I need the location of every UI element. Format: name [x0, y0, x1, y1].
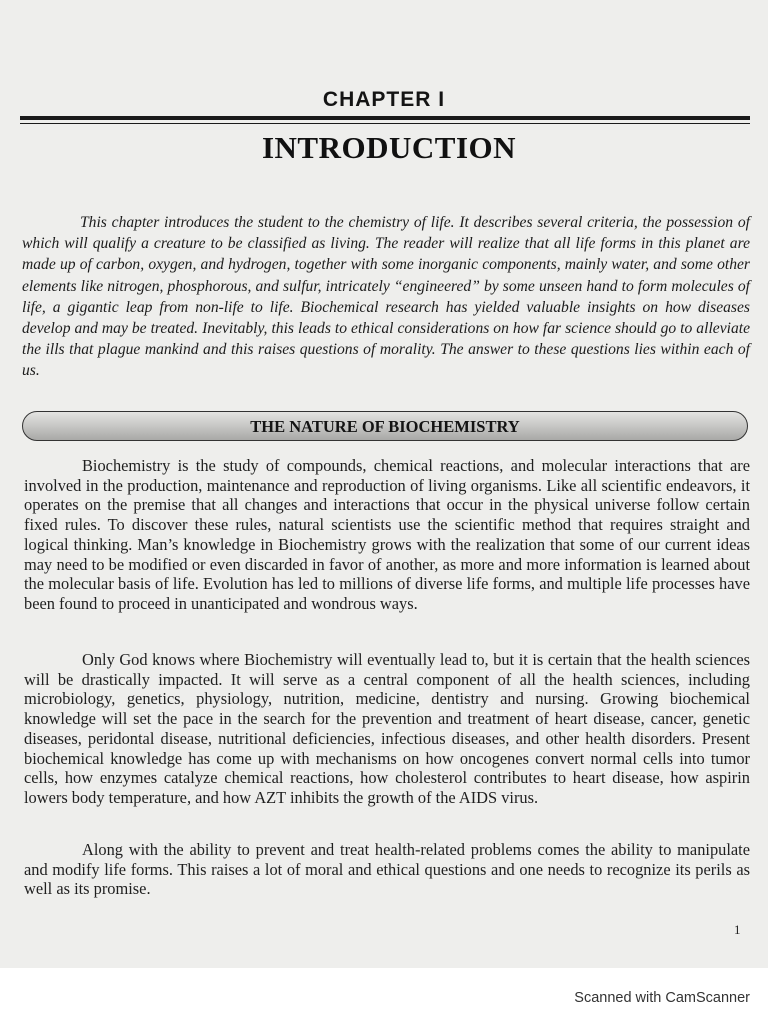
body-paragraph-2: Only God knows where Biochemistry will eventually lead to, but it is certain that the health sciences will be drastically impacted. It will serve as a central component of all the health sciences, including microbiology, genetics, physiology, nutrition, medicine, dentistry and nursing. Growing biochemical knowledge will set the pace in the search for the prevention and treatment of heart disease, cancer, genetic diseases, peridontal disease, nutritional deficiencies, infectious diseases, and other health disorders. Present biochemical knowledge has come up with mechanisms on how oncogenes convert normal cells into tumor cells, how enzymes catalyze chemical reactions, how cholesterol contributes to heart disease, how aspirin lowers body temperature, and how AZT inhibits the growth of the AIDS virus.: [24, 650, 750, 807]
page-number: 1: [734, 922, 741, 937]
body-paragraph-1: Biochemistry is the study of compounds, chemical reactions, and molecular interactions that are involved in the production, maintenance and reproduction of living organisms. Like all scientific endeavors, it operates on the premise that all changes and interactions that occur in the physical universe follow certain fixed rules. To discover these rules, natural scientists use the scientific method that requires straight and logical thinking. Man’s knowledge in Biochemistry grows with the realization that some of our current ideas may need to be modified or even discarded in favor of another, as more and more information is learned about the molecular basis of life. Evolution has led to millions of diverse life forms, and multiple life processes have been found to proceed in unanticipated and wondrous ways.: [24, 456, 750, 613]
scanner-watermark: Scanned with CamScanner: [574, 990, 750, 1006]
section-heading-bar: [22, 411, 748, 441]
intro-paragraph: This chapter introduces the student to the chemistry of life. It describes several criteria, the possession of which will qualify a creature to be classified as living. The reader will realize that all life forms in this planet are made up of carbon, oxygen, and hydrogen, together with some inorganic components, mainly water, and some other elements like nitrogen, phosphorous, and sulfur, intricately “engineered” by some unseen hand to form molecules of life, a gigantic leap from non-life to life. Biochemical research has yielded valuable insights on how diseases develop and may be treated. Inevitably, this leads to ethical considerations on how far science should go to alleviate the ills that plague mankind and this raises questions of morality. The answer to these questions lies within each of us.: [22, 214, 750, 380]
chapter-rule-thin: [20, 123, 750, 124]
section-title: THE NATURE OF BIOCHEMISTRY: [250, 417, 520, 436]
chapter-rule-thick: [20, 116, 750, 120]
chapter-label: CHAPTER I: [322, 88, 446, 111]
chapter-title: INTRODUCTION: [261, 130, 517, 165]
body-paragraph-3: Along with the ability to prevent and treat health-related problems comes the ability to manipulate and modify life forms. This raises a lot of moral and ethical questions and one needs to recognize its perils as well as its promise.: [24, 840, 750, 899]
